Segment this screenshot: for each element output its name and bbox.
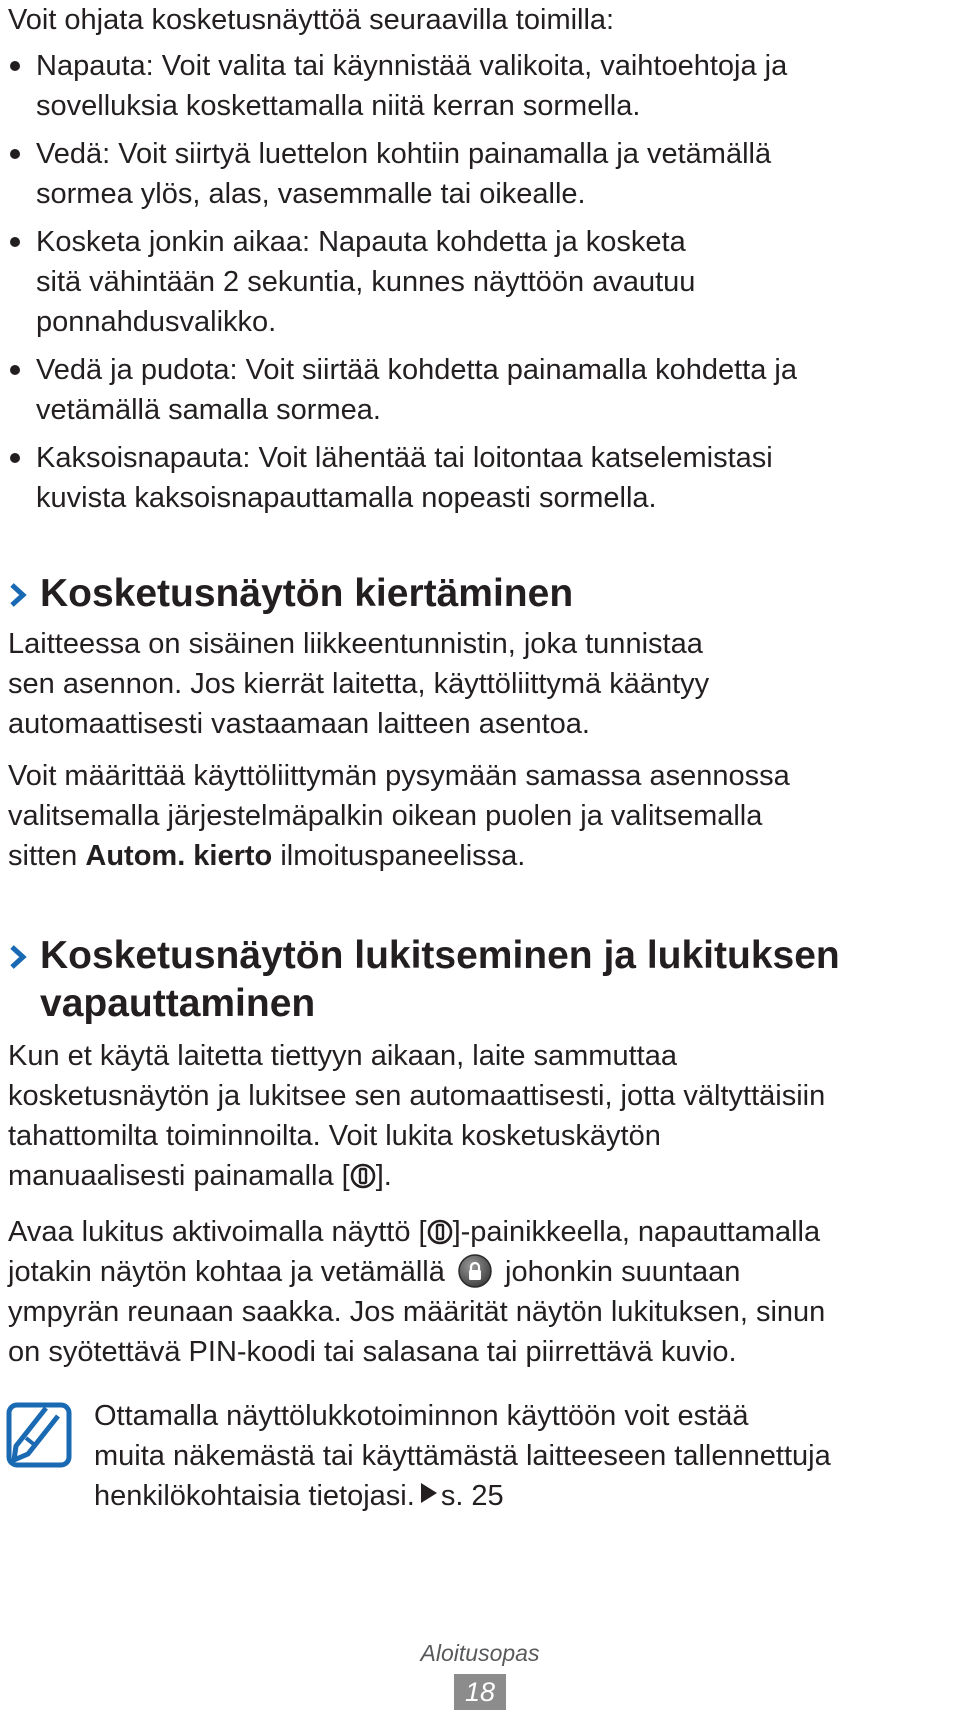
paragraph-line <box>8 836 790 876</box>
section-heading-lock <box>8 932 840 1028</box>
paragraph-line <box>8 1156 825 1196</box>
paragraph-line: Voit määrittää käyttöliittymän pysymään samassa asennossa <box>8 760 790 792</box>
paragraph-line: automaattisesti vastaamaan laitteen asentoa. <box>8 708 590 740</box>
paragraph-line: sen asennon. Jos kierrät laitetta, käyttöliittymä kääntyy <box>8 668 710 700</box>
lock-paragraph-2 <box>8 1212 825 1372</box>
section-title-line: Kosketusnäytön lukitseminen ja lukituksen <box>40 934 840 977</box>
chevron-right-icon <box>8 582 28 608</box>
paragraph-line: tahattomilta toiminnoilta. Voit lukita kosketuskäytön <box>8 1120 661 1152</box>
list-item-line: Vedä: Voit siirtyä luettelon kohtiin painamalla ja vetämällä <box>36 138 772 170</box>
list-item-line: Kosketa jonkin aikaa: Napauta kohdetta ja kosketa <box>36 226 686 258</box>
list-item-line: Kaksoisnapauta: Voit lähentää tai loitontaa katselemistasi <box>36 442 773 474</box>
text-run: sitten <box>8 840 86 872</box>
auto-rotate-label: Autom. kierto <box>85 840 273 872</box>
text-run: johonkin suuntaan <box>496 1256 741 1288</box>
paragraph-line: Kun et käytä laitetta tiettyyn aikaan, laite sammuttaa <box>8 1040 677 1072</box>
list-item-line: Vedä ja pudota: Voit siirtää kohdetta painamalla kohdetta ja <box>36 354 797 386</box>
lock-icon <box>457 1253 493 1289</box>
list-item-line: ponnahdusvalikko. <box>36 306 277 338</box>
list-item-line: Napauta: Voit valita tai käynnistää valikoita, vaihtoehtoja ja <box>36 50 788 82</box>
arrow-right-icon <box>421 1483 437 1503</box>
rotation-paragraph-1 <box>8 624 709 744</box>
note-line: Ottamalla näyttölukkotoiminnon käyttöön voit estää <box>94 1400 749 1432</box>
text-run: ilmoituspaneelissa. <box>272 840 526 872</box>
section-heading-rotation <box>8 570 573 618</box>
lock-paragraph-1 <box>8 1036 825 1196</box>
list-item-line: vetämällä samalla sormea. <box>36 394 381 426</box>
paragraph-line: valitsemalla järjestelmäpalkin oikean puolen ja valitsemalla <box>8 800 763 832</box>
list-item-drag-drop <box>8 350 797 430</box>
power-key-icon <box>427 1219 453 1245</box>
list-item-line: sormea ylös, alas, vasemmalle tai oikealle. <box>36 178 586 210</box>
gesture-list <box>8 46 797 526</box>
paragraph-line: Laitteessa on sisäinen liikkeentunnistin, joka tunnistaa <box>8 628 703 660</box>
note-line: muita näkemästä tai käyttämästä laitteeseen tallennettuja <box>94 1440 831 1472</box>
footer-section-label: Aloitusopas <box>420 1640 540 1666</box>
page-number: 18 <box>454 1674 506 1710</box>
text-run: ]-painikkeella, napauttamalla <box>452 1216 821 1248</box>
rotation-paragraph-2 <box>8 756 790 876</box>
list-item-drag <box>8 134 797 214</box>
note-line <box>94 1476 831 1516</box>
intro-text: Voit ohjata kosketusnäyttöä seuraavilla toimilla: <box>8 4 615 36</box>
list-item-line: sovelluksia koskettamalla niitä kerran sormella. <box>36 90 641 122</box>
list-item-line: sitä vähintään 2 sekuntia, kunnes näyttöön avautuu <box>36 266 696 298</box>
power-key-icon <box>350 1163 376 1189</box>
section-title: Kosketusnäytön kiertäminen <box>40 572 574 615</box>
paragraph-line: ympyrän reunaan saakka. Jos määrität näytön lukituksen, sinun <box>8 1296 826 1328</box>
page-reference: s. 25 <box>440 1480 504 1512</box>
list-item-double-tap <box>8 438 797 518</box>
paragraph-line <box>8 1212 825 1252</box>
note-pencil-icon <box>6 1402 72 1468</box>
section-title-line: vapauttaminen <box>40 982 316 1025</box>
chevron-right-icon <box>8 944 28 970</box>
text-run: Avaa lukitus aktivoimalla näyttö [ <box>8 1216 427 1248</box>
list-item-long-press <box>8 222 797 342</box>
text-run: henkilökohtaisia tietojasi. <box>94 1480 415 1512</box>
list-item-line: kuvista kaksoisnapauttamalla nopeasti sormella. <box>36 482 657 514</box>
text-run: ]. <box>375 1160 392 1192</box>
note-text <box>94 1396 831 1516</box>
paragraph-line <box>8 1252 825 1292</box>
text-run: jotakin näytön kohtaa ja vetämällä <box>8 1256 453 1288</box>
paragraph-line: on syötettävä PIN-koodi tai salasana tai piirrettävä kuvio. <box>8 1336 737 1368</box>
list-item-tap <box>8 46 797 126</box>
text-run: manuaalisesti painamalla [ <box>8 1160 350 1192</box>
paragraph-line: kosketusnäytön ja lukitsee sen automaattisesti, jotta vältyttäisiin <box>8 1080 826 1112</box>
